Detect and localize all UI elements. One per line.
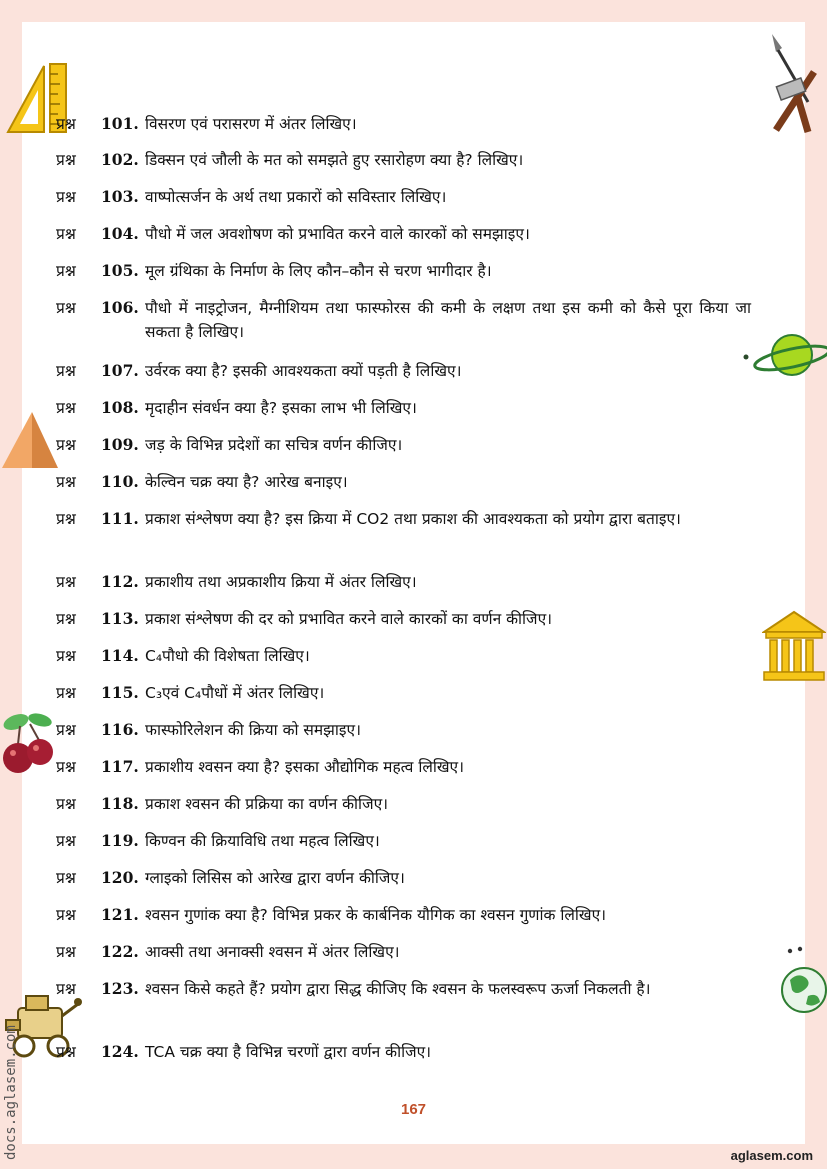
site-name: aglasem.com xyxy=(730,1148,813,1163)
question-text: प्रकाशीय श्वसन क्या है? इसका औद्योगिक महत्व लिखिए। xyxy=(145,758,464,776)
question-prefix: प्रश्न xyxy=(56,795,76,813)
question-number: 123. xyxy=(101,979,139,998)
question-item xyxy=(56,607,751,631)
question-item xyxy=(56,1040,751,1064)
question-text: श्वसन गुणांक क्या है? विभिन्न प्रकर के कार्बनिक यौगिक का श्वसन गुणांक लिखिए। xyxy=(145,906,607,924)
question-text: ग्लाइको लिसिस को आरेख द्वारा वर्णन कीजिए। xyxy=(145,869,405,887)
question-number: 113. xyxy=(101,609,139,628)
question-number: 114. xyxy=(101,646,139,665)
question-text: प्रकाश संश्लेषण की दर को प्रभावित करने वाले कारकों का वर्णन कीजिए। xyxy=(145,610,553,628)
question-item xyxy=(56,222,751,246)
question-text: मृदाहीन संवर्धन क्या है? इसका लाभ भी लिखिए। xyxy=(145,399,417,417)
question-item xyxy=(56,359,751,383)
question-item xyxy=(56,112,751,136)
question-prefix: प्रश्न xyxy=(56,832,76,850)
question-prefix: प्रश्न xyxy=(56,684,76,702)
question-item xyxy=(56,185,751,209)
question-number: 109. xyxy=(101,435,139,454)
question-number: 124. xyxy=(101,1042,139,1061)
question-text: श्वसन किसे कहते हैं? प्रयोग द्वारा सिद्ध कीजिए कि श्वसन के फलस्वरूप ऊर्जा निकलती है। xyxy=(145,980,651,998)
question-prefix: प्रश्न xyxy=(56,262,76,280)
question-text: प्रकाश संश्लेषण क्या है? इस क्रिया में CO2 तथा प्रकाश की आवश्यकता को प्रयोग द्वारा बताइए। xyxy=(145,510,681,528)
question-text: प्रकाशीय तथा अप्रकाशीय क्रिया में अंतर लिखिए। xyxy=(145,573,417,591)
question-prefix: प्रश्न xyxy=(56,225,76,243)
question-item xyxy=(56,296,751,344)
question-text: फास्फोरिलेशन की क्रिया को समझाइए। xyxy=(145,721,361,739)
planet-icon xyxy=(740,330,827,382)
question-number: 121. xyxy=(101,905,139,924)
question-number: 102. xyxy=(101,150,139,169)
question-number: 119. xyxy=(101,831,139,850)
question-text: किण्वन की क्रियाविधि तथा महत्व लिखिए। xyxy=(145,832,380,850)
question-number: 107. xyxy=(101,361,139,380)
question-item xyxy=(56,570,751,594)
question-item xyxy=(56,940,751,964)
question-item xyxy=(56,396,751,420)
question-number: 110. xyxy=(101,472,139,491)
question-item xyxy=(56,681,751,705)
question-item xyxy=(56,433,751,457)
question-prefix: प्रश्न xyxy=(56,943,76,961)
question-text: आक्सी तथा अनाक्सी श्वसन में अंतर लिखिए। xyxy=(145,943,400,961)
pyramid-icon xyxy=(0,410,60,470)
question-prefix: प्रश्न xyxy=(56,721,76,739)
question-prefix: प्रश्न xyxy=(56,610,76,628)
question-text: TCA चक्र क्या है विभिन्न चरणों द्वारा वर्णन कीजिए। xyxy=(145,1043,432,1061)
question-text: केल्विन चक्र क्या है? आरेख बनाइए। xyxy=(145,473,348,491)
question-number: 108. xyxy=(101,398,139,417)
question-item xyxy=(56,259,751,283)
question-prefix: प्रश्न xyxy=(56,399,76,417)
question-item xyxy=(56,470,751,494)
question-number: 115. xyxy=(101,683,139,702)
question-number: 112. xyxy=(101,572,139,591)
question-text: C₄पौधो की विशेषता लिखिए। xyxy=(145,647,310,665)
question-text: पौधो में नाइट्रोजन, मैग्नीशियम तथा फास्फोरस की कमी के लक्षण तथा इस कमी को कैसे पूरा किया जा सकता है लिखिए। xyxy=(145,299,751,341)
question-item xyxy=(56,507,751,531)
question-item xyxy=(56,644,751,668)
question-text: जड़ के विभिन्न प्रदेशों का सचित्र वर्णन कीजिए। xyxy=(145,436,403,454)
question-number: 117. xyxy=(101,757,139,776)
question-prefix: प्रश्न xyxy=(56,436,76,454)
question-prefix: प्रश्न xyxy=(56,980,76,998)
question-text: मूल ग्रंथिका के निर्माण के लिए कौन–कौन से चरण भागीदार है। xyxy=(145,262,492,280)
question-item xyxy=(56,866,751,890)
question-prefix: प्रश्न xyxy=(56,115,76,133)
question-item xyxy=(56,792,751,816)
temple-icon xyxy=(762,610,826,682)
question-prefix: प्रश्न xyxy=(56,758,76,776)
question-number: 116. xyxy=(101,720,139,739)
question-number: 122. xyxy=(101,942,139,961)
question-prefix: प्रश्न xyxy=(56,362,76,380)
question-item xyxy=(56,829,751,853)
question-prefix: प्रश्न xyxy=(56,906,76,924)
question-item xyxy=(56,903,751,927)
question-number: 103. xyxy=(101,187,139,206)
question-text: वाष्पोत्सर्जन के अर्थ तथा प्रकारों को सविस्तार लिखिए। xyxy=(145,188,447,206)
question-prefix: प्रश्न xyxy=(56,510,76,528)
question-item xyxy=(56,718,751,742)
question-number: 120. xyxy=(101,868,139,887)
question-item xyxy=(56,148,751,172)
question-prefix: प्रश्न xyxy=(56,647,76,665)
question-prefix: प्रश्न xyxy=(56,188,76,206)
question-text: डिक्सन एवं जौली के मत को समझते हुए रसारोहण क्या है? लिखिए। xyxy=(145,151,524,169)
question-item xyxy=(56,755,751,779)
tools-icon xyxy=(764,32,824,134)
question-prefix: प्रश्न xyxy=(56,151,76,169)
watermark-text: docs.aglasem.com xyxy=(3,1025,19,1160)
berries-icon xyxy=(0,708,60,780)
question-number: 118. xyxy=(101,794,139,813)
question-text: पौधो में जल अवशोषण को प्रभावित करने वाले कारकों को समझाइए। xyxy=(145,225,530,243)
question-number: 104. xyxy=(101,224,139,243)
question-prefix: प्रश्न xyxy=(56,1043,76,1061)
question-prefix: प्रश्न xyxy=(56,573,76,591)
question-text: विसरण एवं परासरण में अंतर लिखिए। xyxy=(145,115,357,133)
question-number: 101. xyxy=(101,114,139,133)
question-text: C₃एवं C₄पौधों में अंतर लिखिए। xyxy=(145,684,325,702)
question-number: 111. xyxy=(101,509,139,528)
question-text: प्रकाश श्वसन की प्रक्रिया का वर्णन कीजिए। xyxy=(145,795,389,813)
question-prefix: प्रश्न xyxy=(56,473,76,491)
question-number: 106. xyxy=(101,298,139,317)
question-number: 105. xyxy=(101,261,139,280)
page-number: 167 xyxy=(400,1101,427,1118)
question-text: उर्वरक क्या है? इसकी आवश्यकता क्यों पड़ती है लिखिए। xyxy=(145,362,462,380)
question-prefix: प्रश्न xyxy=(56,869,76,887)
question-item xyxy=(56,977,751,1001)
globe-icon xyxy=(776,944,827,1018)
question-prefix: प्रश्न xyxy=(56,299,76,317)
